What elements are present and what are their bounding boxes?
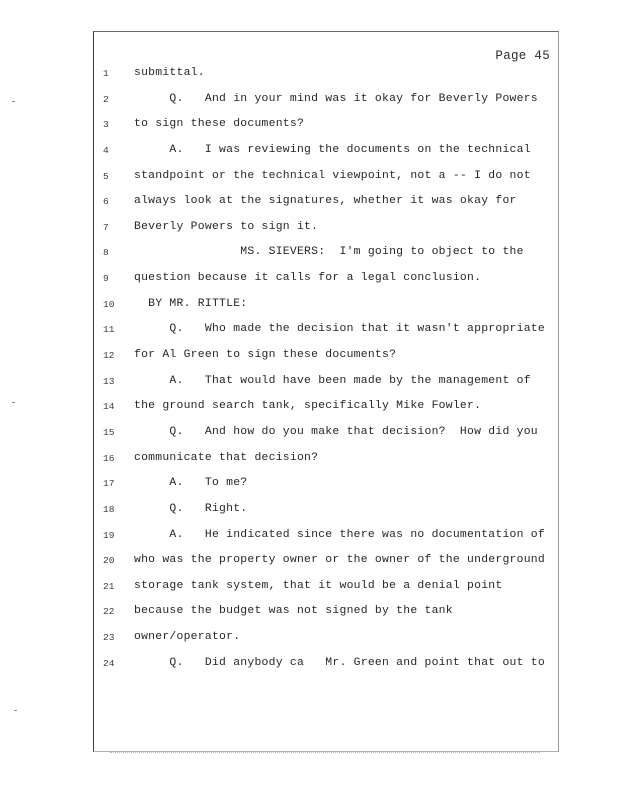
transcript-line — [94, 503, 558, 529]
transcript-line — [94, 144, 558, 170]
line-text: for Al Green to sign these documents? — [134, 349, 397, 362]
line-number: 20 — [103, 555, 115, 567]
transcript-line — [94, 67, 558, 93]
line-number: 6 — [103, 196, 109, 208]
line-text: A. He indicated since there was no documentation of — [134, 528, 545, 541]
transcript-line — [94, 195, 558, 221]
scan-artifact-line — [110, 752, 540, 755]
margin-speck — [12, 101, 15, 102]
line-text: communicate that decision? — [134, 451, 319, 464]
transcript-page — [93, 31, 559, 752]
line-text: BY MR. RITTLE: — [134, 297, 248, 310]
line-text: submittal. — [134, 67, 205, 79]
transcript-line — [94, 170, 558, 196]
line-text: always look at the signatures, whether it was okay for — [134, 195, 517, 208]
line-text: storage tank system, that it would be a denial point — [134, 579, 503, 592]
transcript-line — [94, 554, 558, 580]
line-text: MS. SIEVERS: I'm going to object to the — [134, 246, 524, 259]
line-number: 2 — [103, 93, 109, 105]
margin-speck — [14, 710, 17, 711]
line-number: 4 — [103, 144, 109, 156]
line-text: Q. Did anybody ca Mr. Green and point that out to — [134, 656, 545, 669]
line-number: 9 — [103, 273, 109, 285]
line-number: 23 — [103, 632, 115, 644]
transcript-line — [94, 426, 558, 452]
line-text: owner/operator. — [134, 631, 241, 644]
margin-speck — [12, 402, 15, 403]
line-number: 11 — [103, 324, 115, 336]
transcript-line — [94, 246, 558, 272]
line-text: Q. Right. — [134, 502, 248, 515]
line-number: 7 — [103, 221, 109, 233]
line-number: 18 — [103, 503, 115, 515]
transcript-line — [94, 631, 558, 657]
transcript-line — [94, 272, 558, 298]
line-number: 17 — [103, 478, 115, 490]
line-number: 21 — [103, 580, 115, 592]
line-number: 22 — [103, 606, 115, 618]
transcript-line — [94, 605, 558, 631]
line-text: standpoint or the technical viewpoint, not a -- I do not — [134, 169, 531, 182]
line-number: 13 — [103, 375, 115, 387]
line-number: 5 — [103, 170, 109, 182]
transcript-line — [94, 93, 558, 119]
line-text: Beverly Powers to sign it. — [134, 220, 319, 233]
transcript-line — [94, 580, 558, 606]
transcript-line — [94, 298, 558, 324]
line-text: to sign these documents? — [134, 118, 305, 131]
transcript-line — [94, 477, 558, 503]
line-text: A. To me? — [134, 477, 248, 490]
line-number: 10 — [103, 298, 115, 310]
line-number: 15 — [103, 426, 115, 438]
line-number: 16 — [103, 452, 115, 464]
line-text: Q. And in your mind was it okay for Beverly Powers — [134, 92, 538, 105]
line-text: question because it calls for a legal conclusion. — [134, 272, 482, 285]
line-text: A. That would have been made by the management of — [134, 374, 531, 387]
line-text: Q. And how do you make that decision? How did you — [134, 425, 538, 438]
line-text: because the budget was not signed by the tank — [134, 605, 453, 618]
transcript-line — [94, 323, 558, 349]
transcript-line — [94, 118, 558, 144]
page-number: Page 45 — [495, 49, 550, 63]
line-text: who was the property owner or the owner of the underground — [134, 554, 545, 567]
line-text: Q. Who made the decision that it wasn't appropriate — [134, 323, 545, 336]
line-number: 3 — [103, 119, 109, 131]
line-text: A. I was reviewing the documents on the technical — [134, 143, 531, 156]
line-number: 1 — [103, 68, 109, 79]
line-number: 12 — [103, 350, 115, 362]
line-text: the ground search tank, specifically Mike Fowler. — [134, 400, 482, 413]
line-number: 24 — [103, 657, 115, 669]
transcript-line — [94, 529, 558, 555]
transcript-line — [94, 452, 558, 478]
transcript-line — [94, 400, 558, 426]
line-number: 14 — [103, 401, 115, 413]
line-number: 19 — [103, 529, 115, 541]
transcript-lines — [94, 67, 558, 682]
transcript-line — [94, 349, 558, 375]
line-number: 8 — [103, 247, 109, 259]
transcript-line — [94, 657, 558, 683]
transcript-line — [94, 221, 558, 247]
transcript-line — [94, 375, 558, 401]
